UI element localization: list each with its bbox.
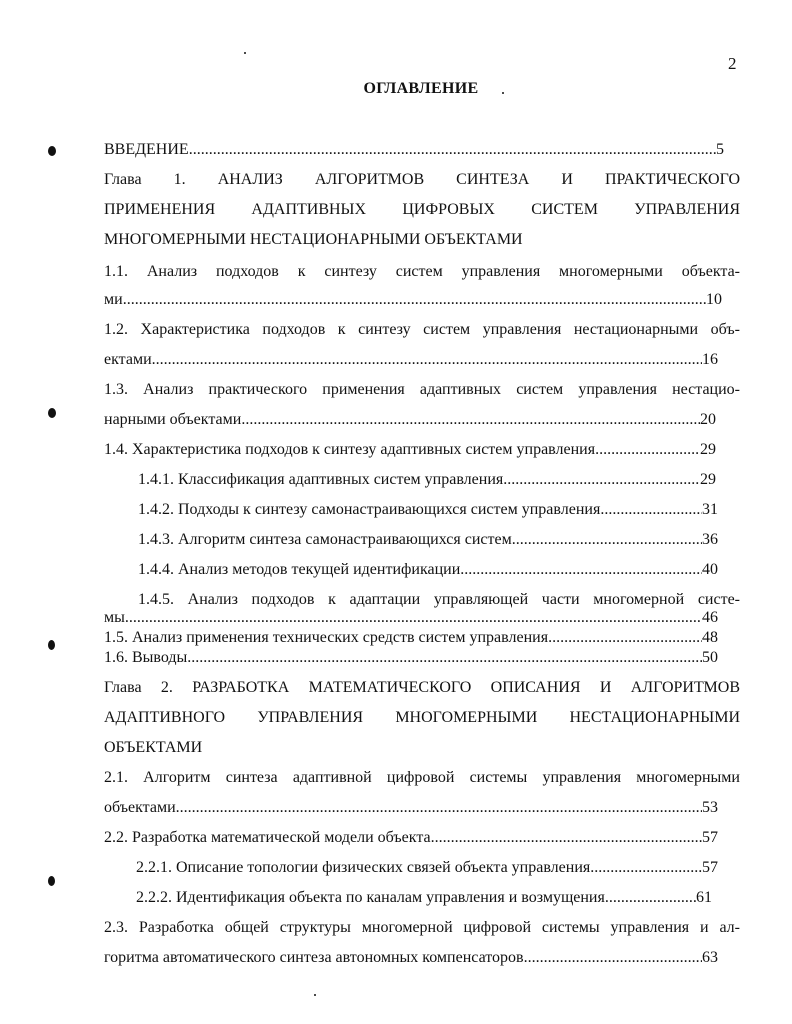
chapter-1-title-line-1[interactable]: Глава 1. АНАЛИЗ АЛГОРИТМОВ СИНТЕЗА И ПРАКТИЧЕСКОГО [104,171,740,188]
toc-page-number: 50 [702,649,718,666]
toc-entry-title: ВВЕДЕНИЕ [104,141,189,158]
scan-speck [314,994,316,996]
chapter-2-title-line-3[interactable]: ОБЪЕКТАМИ [104,739,203,756]
scan-speck [48,640,55,650]
dot-leader [512,530,702,550]
dot-leader [548,628,702,648]
toc-entry-title: 1.4.1. Классификация адаптивных систем управления [138,471,504,488]
scan-speck [48,876,55,886]
toc-page-number: 5 [716,141,724,158]
toc-page-number: 16 [702,351,718,368]
dot-leader [431,828,702,848]
toc-entry-1-2-line-1[interactable]: 1.2. Характеристика подходов к синтезу систем управления нестационарными объ- [104,321,740,338]
dot-leader [595,440,700,460]
dot-leader [125,608,702,628]
toc-entry-2-3[interactable] [104,948,718,968]
toc-entry-2-2-2[interactable] [136,888,712,908]
toc-entry-1-4-4[interactable] [138,560,718,580]
toc-entry-1-3-line-1[interactable]: 1.3. Анализ практического применения адаптивных систем управления нестацио- [104,381,740,398]
toc-entry-title: 1.4.2. Подходы к синтезу самонастраивающихся систем управления [138,501,601,518]
toc-page-number: 46 [702,609,718,626]
page-number: 2 [728,54,737,73]
toc-entry-1-2[interactable] [104,350,718,370]
toc-entry-title: мы [104,609,125,626]
toc-entry-title: 1.5. Анализ применения технических средств систем управления [104,629,549,646]
scan-speck [244,52,246,54]
chapter-1-title-line-3[interactable]: МНОГОМЕРНЫМИ НЕСТАЦИОНАРНЫМИ ОБЪЕКТАМИ [104,231,523,248]
toc-entry-title: нарными объектами [104,411,242,428]
toc-page-number: 53 [702,799,718,816]
toc-entry-title: 2.2.1. Описание топологии физических связей объекта управления [136,859,591,876]
dot-leader [503,470,700,490]
toc-entry-title: ектами [104,351,152,368]
toc-entry-1-6[interactable] [104,648,718,668]
toc-page-number: 20 [700,411,716,428]
chapter-1-title-line-2[interactable]: ПРИМЕНЕНИЯ АДАПТИВНЫХ ЦИФРОВЫХ СИСТЕМ УПРАВЛЕНИЯ [104,201,740,218]
toc-page-number: 48 [702,629,718,646]
toc-entry-title: 1.4.4. Анализ методов текущей идентификации [138,561,461,578]
toc-entry-1-4-5-line-1[interactable]: 1.4.5. Анализ подходов к адаптации управляющей части многомерной систе- [138,591,740,608]
toc-entry-1-1-line-1[interactable]: 1.1. Анализ подходов к синтезу систем управления многомерными объекта- [104,263,740,280]
scan-speck [502,92,504,94]
toc-entry-1-4-5[interactable] [104,608,718,628]
dot-leader [460,560,702,580]
toc-entry-1-4[interactable] [104,440,716,460]
toc-entry-2-2[interactable] [104,828,718,848]
dot-leader [241,410,700,430]
toc-entry-title: 1.6. Выводы [104,649,188,666]
chapter-2-title-line-2[interactable]: АДАПТИВНОГО УПРАВЛЕНИЯ МНОГОМЕРНЫМИ НЕСТАЦИОНАРНЫМИ [104,709,740,726]
page-title: ОГЛАВЛЕНИЕ [363,80,479,97]
dot-leader [600,500,702,520]
toc-entry-1-4-3[interactable] [138,530,718,550]
toc-entry-1-5[interactable] [104,628,718,648]
dot-leader [605,888,696,908]
toc-page-number: 10 [706,291,722,308]
chapter-2-title-line-1[interactable]: Глава 2. РАЗРАБОТКА МАТЕМАТИЧЕСКОГО ОПИСАНИЯ И АЛГОРИТМОВ [104,679,740,696]
scan-speck [48,146,56,156]
dot-leader [123,290,706,310]
toc-entry-1-3[interactable] [104,410,716,430]
toc-entry-title: ми [104,291,123,308]
toc-entry-title: 2.2. Разработка математической модели объекта [104,829,431,846]
toc-entry-1-4-1[interactable] [138,470,716,490]
toc-page-number: 61 [696,889,712,906]
toc-entry-title: 1.4. Характеристика подходов к синтезу адаптивных систем управления [104,441,596,458]
toc-entry-title: 2.2.2. Идентификация объекта по каналам управления и возмущения [136,889,605,906]
dot-leader [176,798,702,818]
toc-page-number: 57 [702,829,718,846]
scan-speck [48,408,56,418]
toc-page-number: 40 [702,561,718,578]
toc-entry-title: горитма автоматического синтеза автономных компенсаторов [104,949,524,966]
toc-entry-title: 1.4.3. Алгоритм синтеза самонастраивающихся систем [138,531,512,548]
toc-page-number: 57 [702,859,718,876]
toc-page-number: 63 [702,949,718,966]
toc-entry-2-1-line-1[interactable]: 2.1. Алгоритм синтеза адаптивной цифровой системы управления многомерными [104,769,740,786]
toc-entry-1-1[interactable] [104,290,722,310]
toc-entry-intro[interactable] [104,140,724,160]
toc-entry-title: объектами [104,799,176,816]
toc-entry-2-2-1[interactable] [136,858,718,878]
toc-entry-2-3-line-1[interactable]: 2.3. Разработка общей структуры многомерной цифровой системы управления и ал- [104,919,740,936]
toc-page-number: 29 [700,441,716,458]
dot-leader [152,350,702,370]
toc-page-number: 29 [700,471,716,488]
dot-leader [187,648,702,668]
dot-leader [524,948,702,968]
toc-page-number: 36 [702,531,718,548]
dot-leader [590,858,702,878]
toc-entry-1-4-2[interactable] [138,500,718,520]
toc-page-number: 31 [702,501,718,518]
dot-leader [189,140,716,160]
toc-entry-2-1[interactable] [104,798,718,818]
